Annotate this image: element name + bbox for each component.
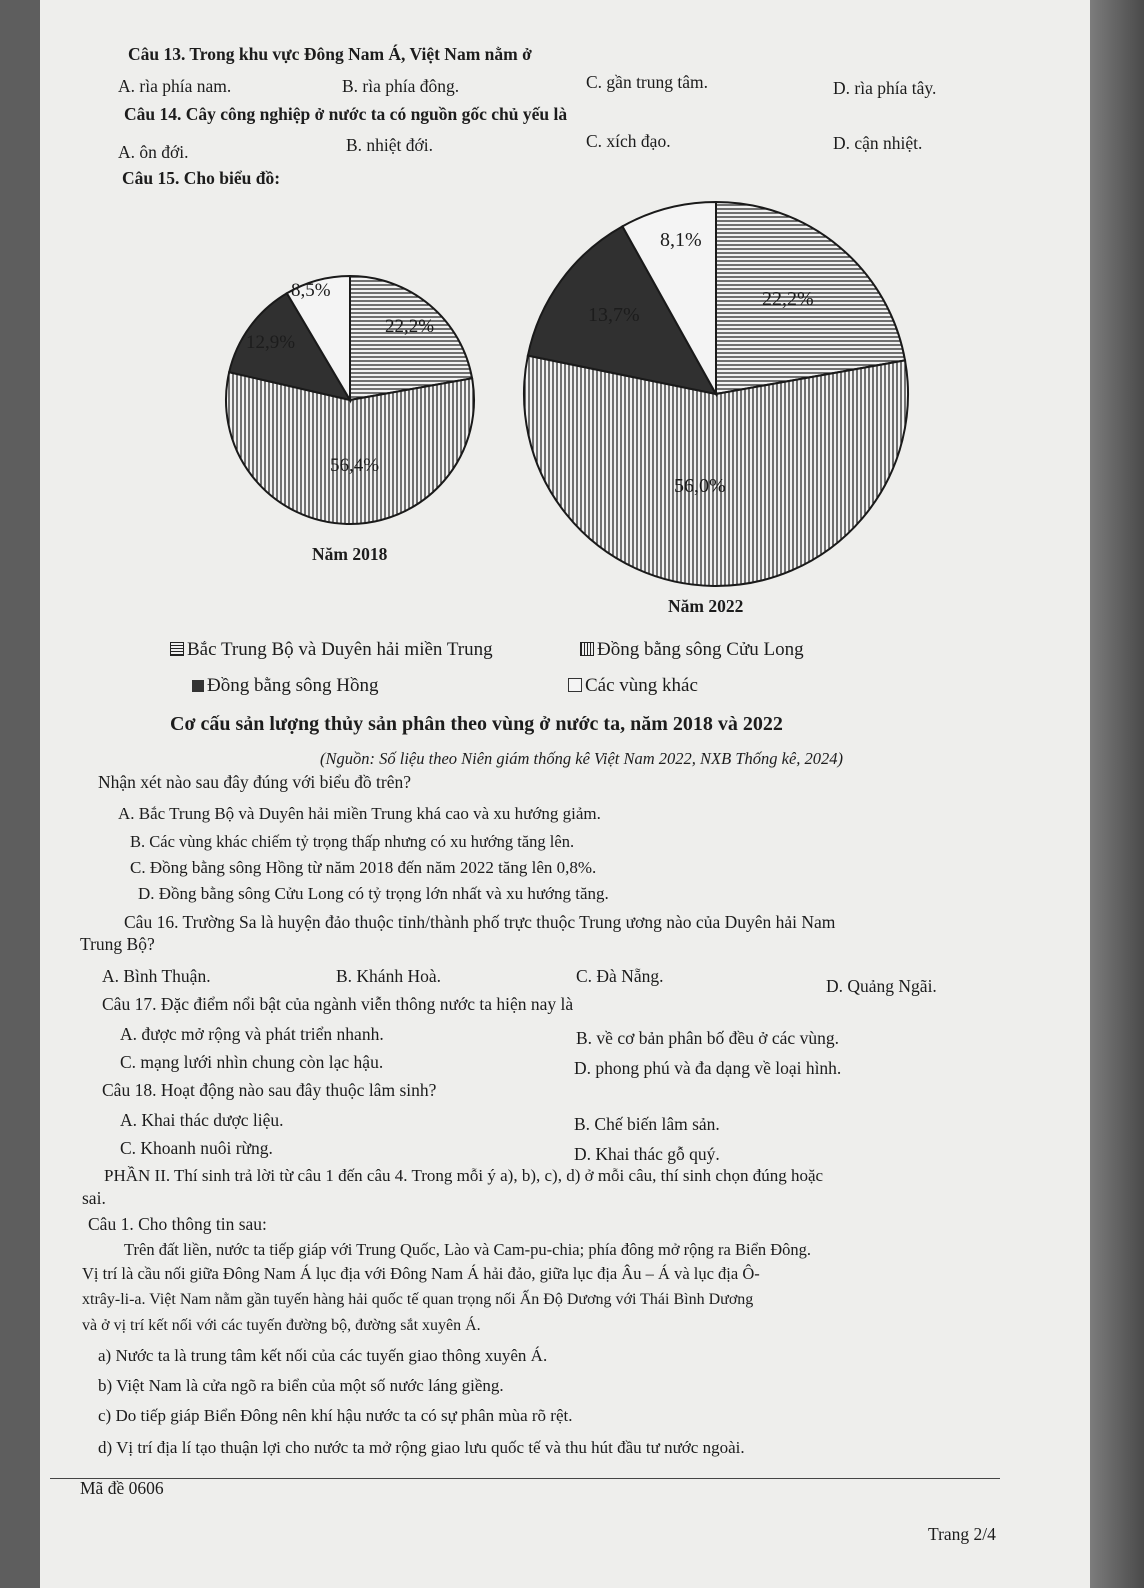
legend-swatch-vstripe: [580, 642, 594, 656]
c1-statement-c: c) Do tiếp giáp Biển Đông nên khí hậu nước ta có sự phân mùa rõ rệt.: [98, 1406, 573, 1425]
c1-para-line2: Vị trí là cầu nối giữa Đông Nam Á lục địa với Đông Nam Á hải đảo, giữa lục địa Âu – Á và lục địa Ô-: [82, 1264, 760, 1283]
q18-option-a: A. Khai thác dược liệu.: [120, 1110, 284, 1130]
q17-option-c: C. mạng lưới nhìn chung còn lạc hậu.: [120, 1052, 384, 1072]
footer-rule: [50, 1478, 1000, 1479]
q15-option-d: D. Đồng bằng sông Cửu Long có tỷ trọng lớn nhất và xu hướng tăng.: [138, 884, 609, 903]
q14-option-d: D. cận nhiệt.: [833, 133, 923, 153]
q16-stem-line2: Trung Bộ?: [80, 934, 155, 954]
q15-option-a: A. Bắc Trung Bộ và Duyên hải miền Trung khá cao và xu hướng giảm.: [118, 804, 601, 823]
chart-title: Cơ cấu sản lượng thủy sản phân theo vùng ở nước ta, năm 2018 và 2022: [170, 713, 783, 735]
q13-stem: Câu 13. Trong khu vực Đông Nam Á, Việt Nam nằm ở: [128, 44, 532, 64]
pie-2018-label-dbsh: 12,9%: [246, 332, 296, 353]
c1-stem: Câu 1. Cho thông tin sau:: [88, 1214, 267, 1234]
footer-page-number: Trang 2/4: [928, 1524, 996, 1544]
q13-option-d: D. rìa phía tây.: [833, 78, 937, 98]
c1-para-line3: xtrây-li-a. Việt Nam nằm gần tuyến hàng hải quốc tế quan trọng nối Ấn Độ Dương với Thái Bình Dương: [82, 1291, 754, 1308]
q16-option-c: C. Đà Nẵng.: [576, 966, 664, 986]
legend-swatch-light: [568, 678, 582, 692]
q13-option-a: A. rìa phía nam.: [118, 76, 232, 96]
c1-para-line4: và ở vị trí kết nối với các tuyến đường bộ, đường sắt xuyên Á.: [82, 1317, 481, 1334]
pie-2022-year: Năm 2022: [668, 596, 744, 616]
pie-2022-label-dbscl: 56,0%: [674, 475, 726, 497]
pie-charts: [0, 0, 1144, 720]
chart-source: (Nguồn: Số liệu theo Niên giám thống kê Việt Nam 2022, NXB Thống kê, 2024): [320, 749, 844, 768]
legend-item-dbsh: [192, 676, 379, 696]
pie-2018: [226, 276, 474, 524]
part2-instruction-line2: sai.: [82, 1188, 106, 1208]
q15-stem: Câu 15. Cho biểu đồ:: [122, 168, 281, 188]
q15-question: Nhận xét nào sau đây đúng với biểu đồ trên?: [98, 772, 411, 792]
q18-stem: Câu 18. Hoạt động nào sau đây thuộc lâm sinh?: [102, 1080, 437, 1100]
q15-option-c: C. Đồng bằng sông Hồng từ năm 2018 đến năm 2022 tăng lên 0,8%.: [130, 858, 597, 877]
legend-label-dbscl: Đồng bằng sông Cửu Long: [597, 639, 804, 660]
legend-item-other: [568, 676, 698, 696]
q15-option-b: B. Các vùng khác chiếm tỷ trọng thấp nhưng có xu hướng tăng lên.: [130, 832, 575, 851]
q17-option-d: D. phong phú và đa dạng về loại hình.: [574, 1058, 842, 1078]
q17-option-b: B. về cơ bản phân bố đều ở các vùng.: [576, 1028, 839, 1048]
pie-2018-year: Năm 2018: [312, 544, 388, 564]
legend-swatch-hstripe: [170, 642, 184, 656]
c1-statement-a: a) Nước ta là trung tâm kết nối của các tuyến giao thông xuyên Á.: [98, 1346, 548, 1365]
part2-instruction: PHẦN II. Thí sinh trả lời từ câu 1 đến câu 4. Trong mỗi ý a), b), c), d) ở mỗi câu, thí sinh chọn đúng hoặc: [104, 1166, 824, 1185]
pie-2018-label-other: 8,5%: [291, 280, 331, 301]
c1-para-line1: Trên đất liền, nước ta tiếp giáp với Trung Quốc, Lào và Cam-pu-chia; phía đông mở rộng ra Biển Đông.: [124, 1240, 812, 1259]
q17-stem: Câu 17. Đặc điểm nổi bật của ngành viễn thông nước ta hiện nay là: [102, 994, 574, 1014]
q18-option-d: D. Khai thác gỗ quý.: [574, 1144, 720, 1164]
legend-label-dbsh: Đồng bằng sông Hồng: [207, 675, 379, 696]
legend-label-other: Các vùng khác: [585, 675, 698, 696]
c1-statement-d: d) Vị trí địa lí tạo thuận lợi cho nước ta mở rộng giao lưu quốc tế và thu hút đầu tư nước ngoài.: [98, 1438, 745, 1457]
q18-option-c: C. Khoanh nuôi rừng.: [120, 1138, 273, 1158]
q16-stem: [124, 912, 835, 932]
q14-stem: Câu 14. Cây công nghiệp ở nước ta có nguồn gốc chủ yếu là: [124, 104, 568, 124]
q14-option-c: C. xích đạo.: [586, 131, 671, 151]
legend-swatch-dark: [192, 680, 204, 692]
q17-option-a: A. được mở rộng và phát triển nhanh.: [120, 1024, 384, 1044]
pie-2018-label-btb: 22,2%: [385, 316, 435, 337]
q16-option-a: A. Bình Thuận.: [102, 966, 211, 986]
q13-option-c: C. gần trung tâm.: [586, 72, 708, 92]
c1-statement-b: b) Việt Nam là cửa ngõ ra biển của một số nước láng giềng.: [98, 1376, 504, 1395]
q16-stem-line1: Câu 16. Trường Sa là huyện đảo thuộc tỉnh/thành phố trực thuộc Trung ương nào của Duyên hải Nam: [124, 912, 836, 932]
pie-2022-label-dbsh: 13,7%: [588, 304, 640, 326]
q18-option-b: B. Chế biến lâm sản.: [574, 1114, 720, 1134]
pie-2022-label-btb: 22,2%: [762, 288, 814, 310]
q14-option-b: B. nhiệt đới.: [346, 135, 434, 155]
footer-exam-code: Mã đề 0606: [80, 1478, 164, 1498]
q13-option-b: B. rìa phía đông.: [342, 76, 460, 96]
q14-option-a: A. ôn đới.: [118, 142, 189, 162]
legend-item-btb: [170, 640, 493, 660]
q16-option-b: B. Khánh Hoà.: [336, 966, 441, 986]
legend-label-btb: Bắc Trung Bộ và Duyên hải miền Trung: [187, 639, 493, 660]
q16-option-d: D. Quảng Ngãi.: [826, 976, 937, 996]
pie-2018-label-dbscl: 56,4%: [330, 455, 380, 476]
pie-2022: [524, 202, 908, 586]
legend-item-dbscl: [580, 640, 804, 660]
pie-2022-label-other: 8,1%: [660, 229, 702, 251]
